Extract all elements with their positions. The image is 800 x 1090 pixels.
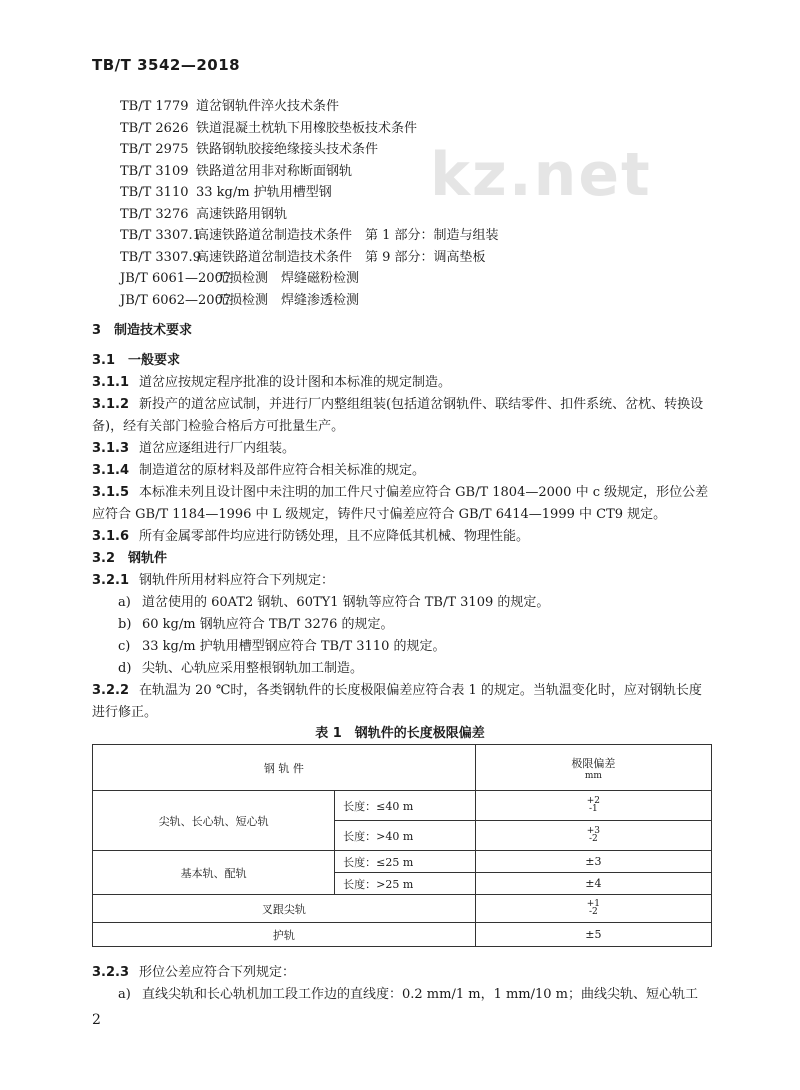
clause-text: 本标准未列且设计图中未注明的加工件尺寸偏差应符合 GB/T 1804—2000 中 c 级规定，形位公差应符合 GB/T 1184—1996 中 L 级规定，铸件尺寸偏差应符合 GB/T 6414—1999 中 CT9 规定。 [92, 485, 709, 522]
clause-3-2-1 [92, 570, 712, 592]
clause-text: 钢轨件所用材料应符合下列规定： [139, 573, 335, 588]
clause-text: 道岔应按规定程序批准的设计图和本标准的规定制造。 [139, 375, 452, 390]
list-item [118, 592, 549, 614]
table-cell: 长度：≤25 m [335, 851, 476, 873]
list-item [118, 658, 363, 680]
reference-title: 铁路钢轨胶接绝缘接头技术条件 [196, 142, 379, 157]
tolerance-lower: -2 [589, 834, 598, 844]
table-cell: 叉跟尖轨 [93, 895, 476, 923]
clause-3-1-5 [92, 482, 712, 526]
list-item [118, 636, 445, 658]
table-cell: 长度：≤40 m [335, 791, 476, 821]
table-cell: ±4 [475, 873, 711, 895]
table-cell: 长度：>25 m [335, 873, 476, 895]
tolerance-lower: -2 [589, 907, 598, 917]
table-cell: ±3 [475, 851, 711, 873]
tolerance-lower: -1 [589, 804, 598, 814]
clause-3-1-4 [92, 460, 712, 482]
reference-code: JB/T 6061—2007 [120, 271, 232, 286]
table-cell [475, 791, 711, 821]
list-text: 60 kg/m 钢轨应符合 TB/T 3276 的规定。 [142, 617, 394, 632]
reference-item [120, 268, 499, 290]
table-title: 表 1 钢轨件的长度极限偏差 [315, 726, 485, 741]
tolerance-upper: +2 [586, 796, 601, 806]
list-label: d) [118, 661, 132, 676]
reference-title: 高速铁路道岔制造技术条件 第 1 部分：制造与组装 [196, 228, 499, 243]
clause-text: 形位公差应符合下列规定： [139, 965, 296, 980]
length-tolerance-table [92, 744, 712, 947]
table-cell [475, 821, 711, 851]
clause-number: 3.1.6 [92, 529, 130, 544]
clause-3-2-3 [92, 962, 712, 984]
subsection-heading: 3.2 钢轨件 [92, 551, 168, 566]
table-cell: 尖轨、长心轨、短心轨 [93, 791, 335, 851]
clause-number: 3.1.2 [92, 397, 130, 412]
reference-code: TB/T 3109 [120, 163, 189, 179]
list-text: 直线尖轨和长心轨机加工段工作边的直线度：0.2 mm/1 m，1 mm/10 m；曲线尖轨、短心轨工 [142, 987, 699, 1002]
clause-3-1-2 [92, 394, 712, 438]
table-row [93, 923, 712, 947]
watermark: kz.net [430, 140, 652, 210]
table-cell: ±5 [475, 923, 711, 947]
list-text: 道岔使用的 60AT2 钢轨、60TY1 钢轨等应符合 TB/T 3109 的规定。 [142, 595, 550, 610]
reference-item [120, 225, 499, 247]
reference-title: 无损检测 焊缝渗透检测 [216, 292, 360, 308]
reference-item [120, 96, 499, 118]
list-label: b) [118, 617, 132, 632]
document-header: TB/T 3542—2018 [92, 56, 241, 74]
reference-code: TB/T 3276 [120, 206, 189, 222]
clause-3-1-6 [92, 526, 712, 548]
clause-number: 3.2.3 [92, 965, 130, 980]
clause-text: 道岔应逐组进行厂内组装。 [139, 441, 296, 456]
table-row [93, 791, 712, 821]
clause-text: 制造道岔的原材料及部件应符合相关标准的规定。 [139, 463, 426, 478]
subsection-heading: 3.1 一般要求 [92, 353, 181, 368]
table-cell: 基本轨、配轨 [93, 851, 335, 895]
list-text: 33 kg/m 护轨用槽型钢应符合 TB/T 3110 的规定。 [142, 639, 446, 654]
reference-item [120, 247, 499, 269]
list-label: a) [118, 595, 131, 610]
reference-code: TB/T 3307.9 [120, 249, 201, 265]
reference-title: 铁路道岔用非对称断面钢轨 [196, 163, 353, 179]
list-label: c) [118, 639, 131, 654]
list-item [118, 614, 393, 636]
page-number: 2 [92, 1012, 101, 1028]
tolerance-upper: +3 [586, 826, 601, 836]
reference-title: 33 kg/m 护轨用槽型钢 [196, 185, 332, 200]
list-item [118, 984, 698, 1006]
section-heading: 3 制造技术要求 [92, 323, 193, 338]
reference-code: TB/T 3307.1 [120, 228, 201, 243]
list-text: 尖轨、心轨应采用整根钢轨加工制造。 [142, 661, 364, 676]
reference-item [120, 182, 499, 204]
table-header-row [93, 745, 712, 791]
tolerance-upper: +1 [586, 899, 601, 909]
reference-code: TB/T 1779 [120, 99, 189, 114]
reference-code: TB/T 3110 [120, 185, 189, 200]
clause-number: 3.1.4 [92, 463, 130, 478]
header-unit: mm [584, 770, 602, 781]
clause-3-1-3 [92, 438, 712, 460]
reference-item [120, 139, 499, 161]
reference-title: 无损检测 焊缝磁粉检测 [216, 271, 360, 286]
reference-title: 高速铁路用钢轨 [196, 206, 288, 222]
reference-title: 道岔钢轨件淬火技术条件 [196, 99, 340, 114]
table-row [93, 851, 712, 873]
clause-number: 3.2.2 [92, 683, 130, 698]
clause-text: 所有金属零部件均应进行防锈处理，且不应降低其机械、物理性能。 [139, 529, 530, 544]
reference-title: 高速铁路道岔制造技术条件 第 9 部分：调高垫板 [196, 249, 486, 265]
clause-number: 3.1.1 [92, 375, 130, 390]
reference-item [120, 204, 499, 226]
reference-code: TB/T 2626 [120, 120, 189, 136]
header-label: 极限偏差 [571, 756, 616, 770]
reference-code: JB/T 6062—2007 [120, 292, 232, 308]
table-row [93, 895, 712, 923]
reference-code: TB/T 2975 [120, 142, 189, 157]
clause-text: 在轨温为 20 ℃时，各类钢轨件的长度极限偏差应符合表 1 的规定。当轨温变化时，应对钢轨长度进行修正。 [92, 683, 702, 720]
clause-text: 新投产的道岔应试制，并进行厂内整组组装(包括道岔钢轨件、联结零件、扣件系统、岔枕、转换设备)，经有关部门检验合格后方可批量生产。 [92, 397, 704, 434]
clause-3-1-1 [92, 372, 712, 394]
list-label: a) [118, 987, 131, 1002]
reference-item [120, 290, 499, 312]
reference-item [120, 161, 499, 183]
header-cell: 钢 轨 件 [93, 745, 476, 791]
header-cell [475, 745, 711, 791]
clause-number: 3.2.1 [92, 573, 130, 588]
table-cell: 长度：>40 m [335, 821, 476, 851]
clause-3-2-2 [92, 680, 712, 724]
clause-number: 3.1.3 [92, 441, 130, 456]
table-cell [475, 895, 711, 923]
reference-list [120, 96, 499, 311]
table-cell: 护轨 [93, 923, 476, 947]
reference-item [120, 118, 499, 140]
reference-title: 铁道混凝土枕轨下用橡胶垫板技术条件 [196, 120, 418, 136]
clause-number: 3.1.5 [92, 485, 130, 500]
